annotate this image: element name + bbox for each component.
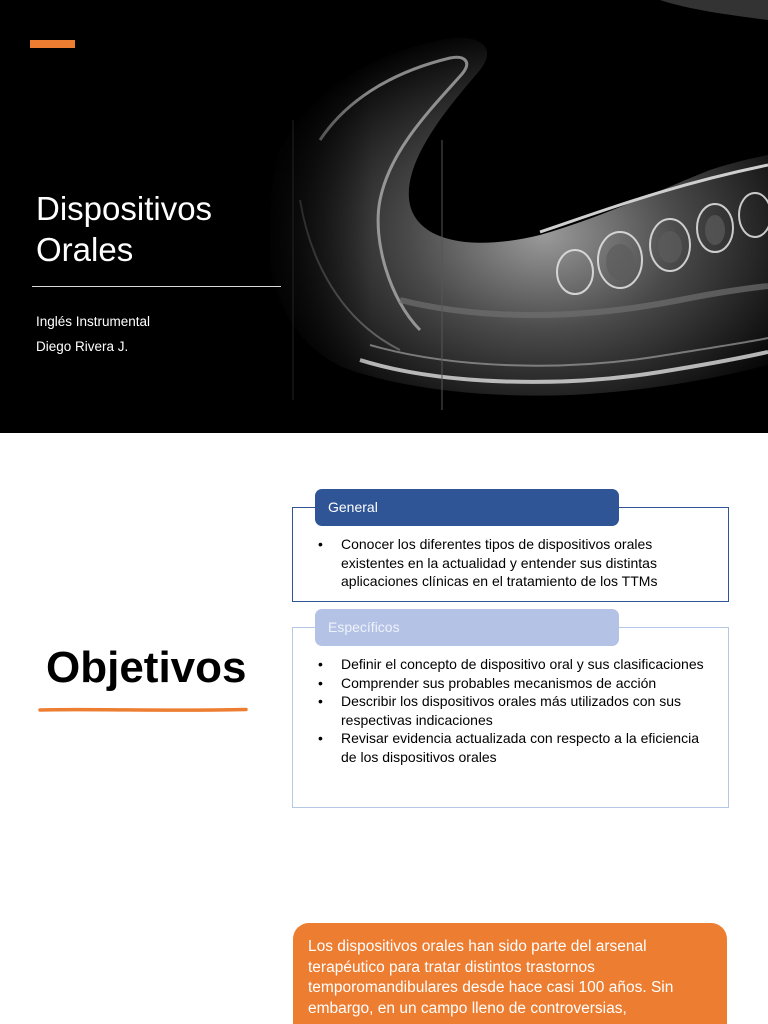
title-slide [0, 0, 768, 433]
slide-title: Dispositivos Orales [36, 190, 213, 268]
list-item: • Comprender sus probables mecanismos de acción [317, 674, 717, 693]
general-objectives-list [317, 535, 717, 591]
list-item: • Conocer los diferentes tipos de dispositivos orales existentes en la actualidad y entender sus distintas aplicaciones clínicas en el tratamiento de los TTMs [317, 535, 717, 591]
objectives-heading: Objetivos [46, 643, 247, 692]
general-label: General [315, 489, 619, 526]
heading-underline [38, 707, 248, 713]
title-divider [32, 286, 281, 287]
specific-objectives-list [317, 655, 717, 766]
mandible-xray-image [240, 0, 768, 433]
objectives-slide [0, 433, 768, 863]
intro-slide [0, 863, 768, 1024]
list-item: • Revisar evidencia actualizada con respecto a la eficiencia de los dispositivos orales [317, 729, 717, 766]
slide-subtitle [36, 309, 150, 359]
intro-text-card: Los dispositivos orales han sido parte del arsenal terapéutico para tratar distintos trastornos temporomandibulares desde hace casi 100 años. Sin embargo, en un campo lleno de controversias, [293, 923, 727, 1024]
author-name: Diego Rivera J. [36, 339, 129, 354]
list-item: • Definir el concepto de dispositivo oral y sus clasificaciones [317, 655, 717, 674]
especificos-label: Específicos [315, 609, 619, 646]
list-item: • Describir los dispositivos orales más utilizados con sus respectivas indicaciones [317, 692, 717, 729]
accent-bar [30, 40, 75, 48]
course-name: Inglés Instrumental [36, 314, 151, 329]
